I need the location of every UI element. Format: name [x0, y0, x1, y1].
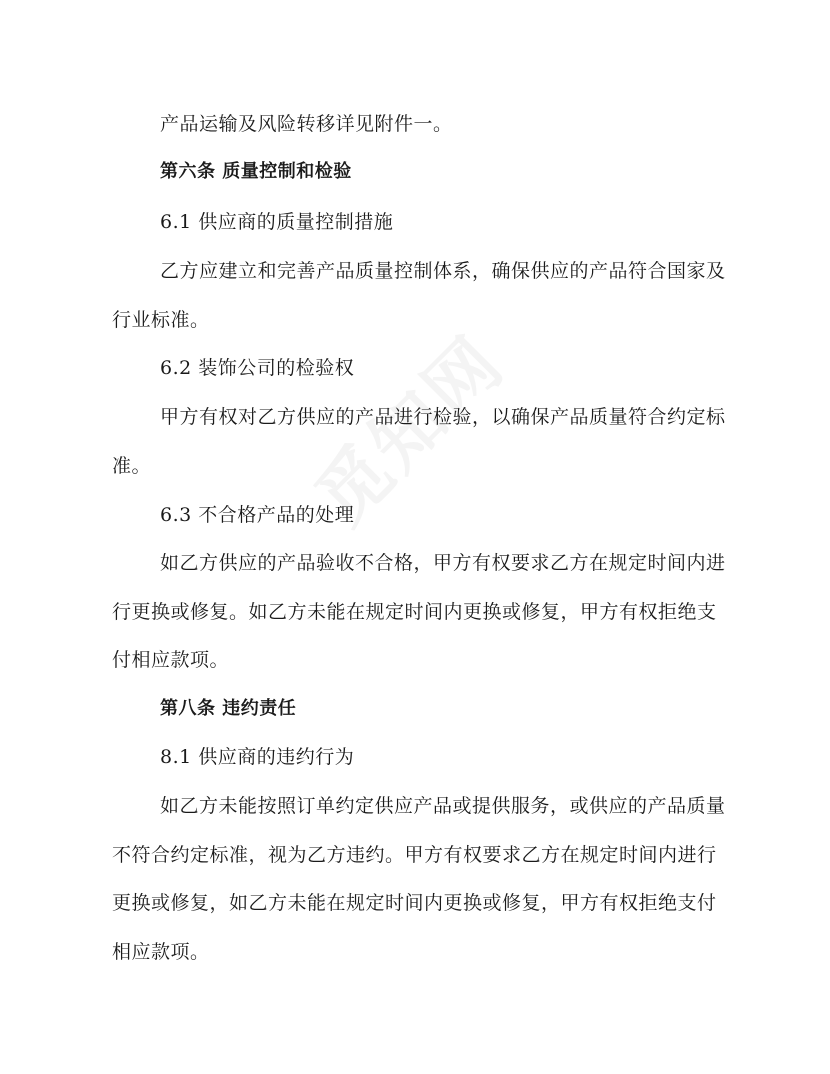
- paragraph-6-3-line-2: 行更换或修复。如乙方未能在规定时间内更换或修复，甲方有权拒绝支: [112, 601, 717, 623]
- paragraph-6-1-line-2: 行业标准。: [112, 309, 210, 331]
- paragraph-6-1-line-1: 乙方应建立和完善产品质量控制体系，确保供应的产品符合国家及: [160, 260, 726, 282]
- subsection-heading-6-1: 6.1 供应商的质量控制措施: [160, 211, 394, 233]
- paragraph-8-1-line-4: 相应款项。: [112, 941, 210, 963]
- paragraph-8-1-line-3: 更换或修复，如乙方未能在规定时间内更换或修复，甲方有权拒绝支付: [112, 892, 717, 914]
- subsection-heading-6-3: 6.3 不合格产品的处理: [160, 504, 355, 526]
- paragraph-8-1-line-2: 不符合约定标准，视为乙方违约。甲方有权要求乙方在规定时间内进行: [112, 844, 717, 866]
- paragraph-6-3-line-3: 付相应款项。: [112, 649, 230, 671]
- paragraph-transport-note: 产品运输及风险转移详见附件一。: [160, 113, 453, 135]
- paragraph-6-2-line-1: 甲方有权对乙方供应的产品进行检验，以确保产品质量符合约定标: [160, 406, 726, 428]
- section-heading-article-8: 第八条 违约责任: [160, 698, 297, 719]
- paragraph-6-2-line-2: 准。: [112, 455, 152, 477]
- section-heading-article-6: 第六条 质量控制和检验: [160, 161, 352, 182]
- subsection-heading-6-2: 6.2 装饰公司的检验权: [160, 357, 355, 379]
- subsection-heading-8-1: 8.1 供应商的违约行为: [160, 746, 355, 768]
- paragraph-8-1-line-1: 如乙方未能按照订单约定供应产品或提供服务，或供应的产品质量: [160, 795, 726, 817]
- paragraph-6-3-line-1: 如乙方供应的产品验收不合格，甲方有权要求乙方在规定时间内进: [160, 552, 726, 574]
